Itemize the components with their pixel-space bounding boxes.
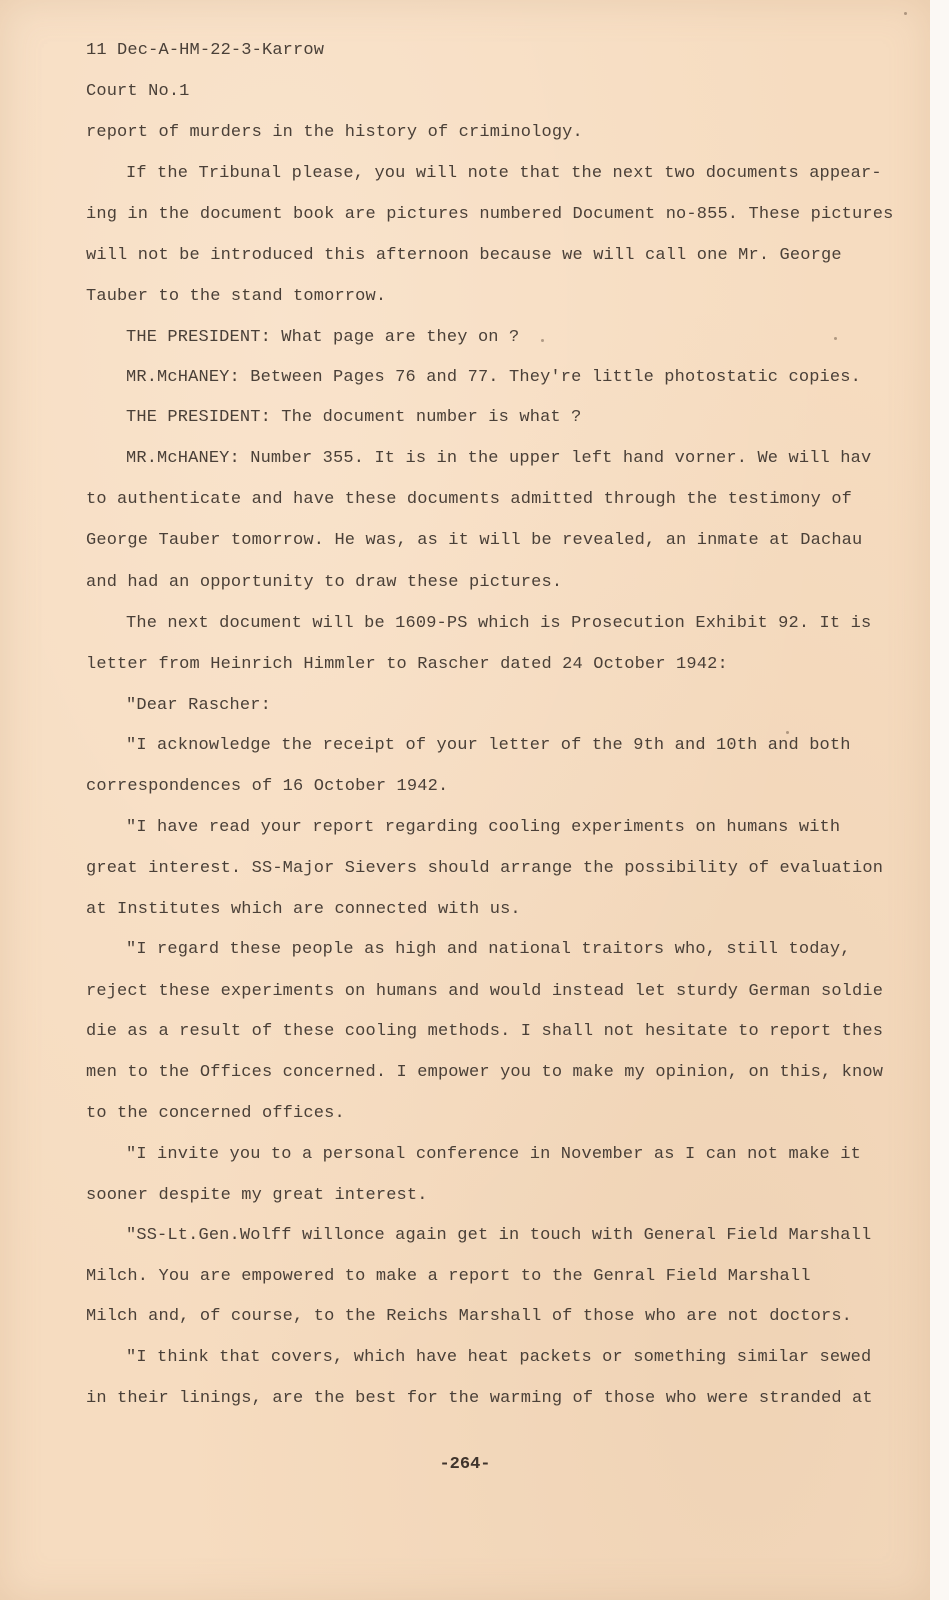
text-line: "I regard these people as high and national traitors who, still today, xyxy=(126,940,851,959)
text-line: in their linings, are the best for the warming of those who were stranded at xyxy=(86,1389,873,1408)
page-margin xyxy=(930,0,949,1600)
text-line: "I acknowledge the receipt of your letter of the 9th and 10th and both xyxy=(126,736,851,755)
paper-speck xyxy=(786,731,789,734)
text-line: die as a result of these cooling methods. I shall not hesitate to report thes xyxy=(86,1022,884,1041)
text-line: great interest. SS-Major Sievers should arrange the possibility of evaluation xyxy=(86,859,884,878)
text-line: correspondences of 16 October 1942. xyxy=(86,777,449,796)
text-line: MR.McHANEY: Between Pages 76 and 77. They're little photostatic copies. xyxy=(126,368,861,387)
text-line: "I think that covers, which have heat packets or something similar sewed xyxy=(126,1348,872,1367)
text-line: at Institutes which are connected with us. xyxy=(86,900,521,919)
paper-speck xyxy=(904,12,907,15)
text-line: The next document will be 1609-PS which is Prosecution Exhibit 92. It is xyxy=(126,614,872,633)
paper-speck xyxy=(541,339,544,342)
text-line: "Dear Rascher: xyxy=(126,696,271,715)
page-number: -264- xyxy=(439,1455,491,1474)
text-line: If the Tribunal please, you will note that the next two documents appear- xyxy=(126,164,882,183)
text-line: "I invite you to a personal conference in November as I can not make it xyxy=(126,1145,861,1164)
text-line: sooner despite my great interest. xyxy=(86,1186,428,1205)
court-number: Court No.1 xyxy=(86,82,190,101)
text-line: report of murders in the history of criminology. xyxy=(86,123,583,142)
text-line: Milch. You are empowered to make a report to the Genral Field Marshall xyxy=(86,1267,811,1286)
text-line: Tauber to the stand tomorrow. xyxy=(86,287,387,306)
text-line: "I have read your report regarding cooling experiments on humans with xyxy=(126,818,841,837)
text-line: "SS-Lt.Gen.Wolff willonce again get in touch with General Field Marshall xyxy=(126,1226,872,1245)
document-reference: 11 Dec-A-HM-22-3-Karrow xyxy=(86,41,325,60)
text-line: men to the Offices concerned. I empower you to make my opinion, on this, know xyxy=(86,1063,884,1082)
text-line: THE PRESIDENT: The document number is what ? xyxy=(126,408,582,427)
paper-speck xyxy=(834,337,837,340)
text-line: MR.McHANEY: Number 355. It is in the upper left hand vorner. We will hav xyxy=(126,449,872,468)
text-line: to authenticate and have these documents admitted through the testimony of xyxy=(86,490,853,509)
text-line: to the concerned offices. xyxy=(86,1104,345,1123)
text-line: Milch and, of course, to the Reichs Marshall of those who are not doctors. xyxy=(86,1307,853,1326)
text-line: George Tauber tomorrow. He was, as it will be revealed, an inmate at Dachau xyxy=(86,531,863,550)
text-line: THE PRESIDENT: What page are they on ? xyxy=(126,328,520,347)
text-line: will not be introduced this afternoon because we will call one Mr. George xyxy=(86,246,842,265)
text-line: letter from Heinrich Himmler to Rascher dated 24 October 1942: xyxy=(86,655,728,674)
text-line: reject these experiments on humans and would instead let sturdy German soldie xyxy=(86,982,884,1001)
text-line: and had an opportunity to draw these pictures. xyxy=(86,573,563,592)
text-line: ing in the document book are pictures numbered Document no-855. These pictures xyxy=(86,205,894,224)
